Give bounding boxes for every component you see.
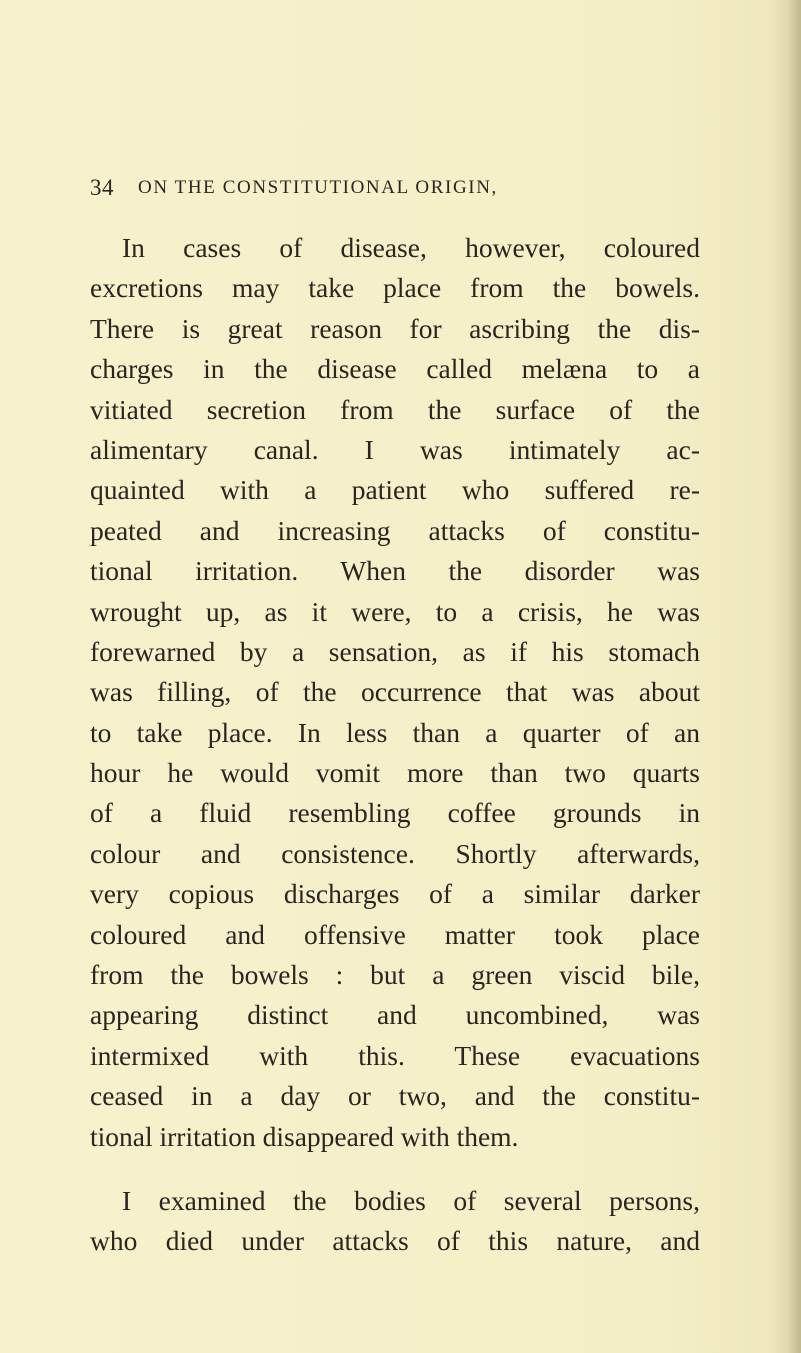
text-line: I examined the bodies of several persons, (122, 1184, 700, 1216)
text-line: peated and increasing attacks of constitu- (90, 514, 700, 546)
page-header (90, 175, 700, 205)
text-line: ceased in a day or two, and the constitu- (90, 1080, 700, 1112)
paragraph (90, 228, 700, 1157)
text-line: quainted with a patient who suffered re- (90, 474, 700, 506)
text-line: intermixed with this. These evacuations (90, 1039, 700, 1071)
text-line: who died under attacks of this nature, and (90, 1225, 700, 1257)
text-line: from the bowels : but a green viscid bile, (90, 959, 700, 991)
text-line: wrought up, as it were, to a crisis, he was (90, 595, 700, 627)
text-line: tional irritation. When the disorder was (90, 555, 700, 587)
text-line: charges in the disease called melæna to a (90, 353, 700, 385)
text-line: of a fluid resembling coffee grounds in (90, 797, 700, 829)
page-number: 34 (90, 175, 114, 200)
text-line: coloured and offensive matter took place (90, 918, 700, 950)
text-line: to take place. In less than a quarter of an (90, 716, 700, 748)
running-head: ON THE CONSTITUTIONAL ORIGIN, (138, 177, 498, 198)
text-line: vitiated secretion from the surface of the (90, 393, 700, 425)
text-line: colour and consistence. Shortly afterwards, (90, 837, 700, 869)
page-edge-shadow (787, 0, 801, 1353)
text-line: hour he would vomit more than two quarts (90, 757, 700, 789)
text-line: In cases of disease, however, coloured (122, 232, 700, 263)
text-line: forewarned by a sensation, as if his stomach (90, 635, 700, 667)
text-line: appearing distinct and uncombined, was (90, 999, 700, 1031)
text-line: There is great reason for ascribing the dis- (90, 312, 700, 344)
text-line: excretions may take place from the bowels. (90, 272, 700, 304)
paragraph-gap (90, 1157, 700, 1181)
text-line: tional irritation disappeared with them. (90, 1120, 519, 1152)
text-line: alimentary canal. I was intimately ac- (90, 433, 700, 465)
paragraph (90, 1181, 700, 1262)
body-text (90, 228, 700, 1262)
text-line: very copious discharges of a similar darker (90, 878, 700, 910)
text-line: was filling, of the occurrence that was about (90, 676, 700, 708)
